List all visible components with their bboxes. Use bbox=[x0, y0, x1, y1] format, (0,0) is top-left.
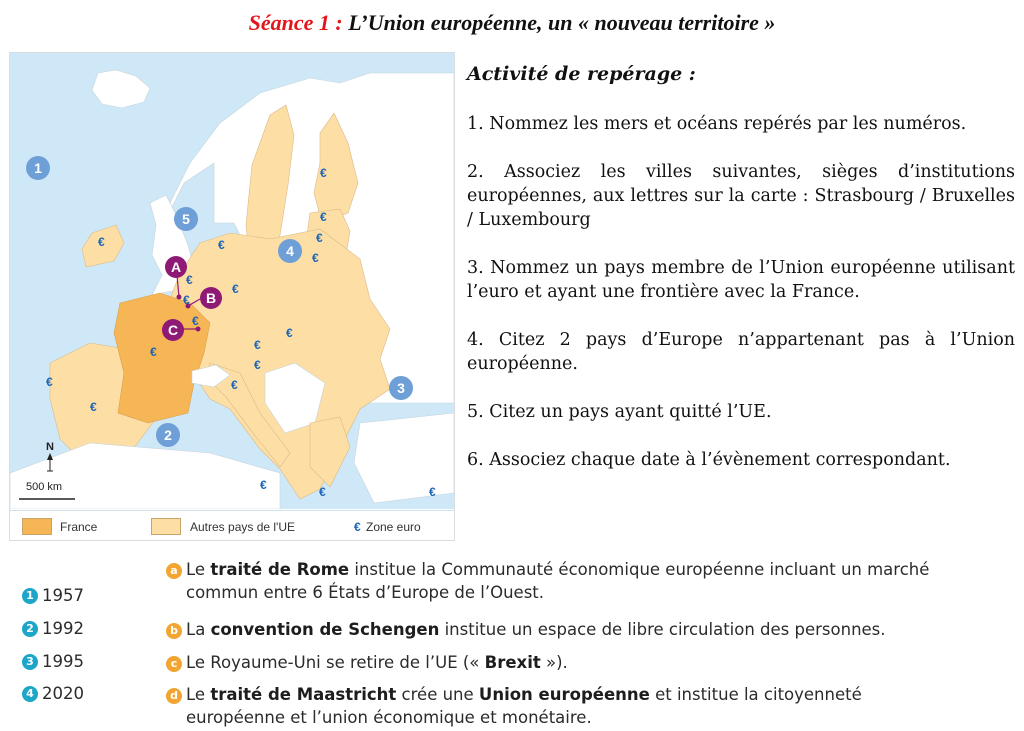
euro-icon: € bbox=[286, 326, 293, 340]
letter-badge: a bbox=[166, 563, 182, 579]
svg-text:2: 2 bbox=[164, 427, 172, 443]
map-canvas bbox=[10, 53, 454, 509]
letter-badge: d bbox=[166, 688, 182, 704]
event-item bbox=[166, 558, 996, 604]
event-text: Le Royaume-Uni se retire de l’UE (« bbox=[186, 653, 485, 672]
euro-icon: € bbox=[46, 375, 53, 389]
session-title: L’Union européenne, un « nouveau territoire » bbox=[342, 10, 776, 35]
turkey bbox=[354, 413, 454, 503]
date-item bbox=[22, 652, 84, 671]
session-label: Séance 1 : bbox=[248, 10, 343, 35]
euro-icon: € bbox=[232, 282, 239, 296]
event-item bbox=[166, 618, 996, 641]
euro-icon: € bbox=[254, 358, 261, 372]
euro-icon: € bbox=[186, 273, 193, 287]
legend-euro-label: Zone euro bbox=[366, 520, 421, 534]
letter-badge: b bbox=[166, 623, 182, 639]
event-text: crée une bbox=[396, 685, 479, 704]
date-year: 1992 bbox=[42, 619, 84, 638]
sea-number-1 bbox=[26, 156, 50, 180]
legend-france-label: France bbox=[60, 520, 98, 534]
activity-panel bbox=[467, 62, 1015, 496]
euro-icon: € bbox=[218, 238, 225, 252]
sea-number-3 bbox=[389, 376, 413, 400]
euro-icon: € bbox=[260, 478, 267, 492]
event-text: La bbox=[186, 620, 211, 639]
date-item bbox=[22, 619, 84, 638]
svg-text:500 km: 500 km bbox=[26, 481, 63, 493]
euro-icon: € bbox=[354, 520, 361, 534]
svg-text:1: 1 bbox=[34, 160, 42, 176]
legend-eu-swatch bbox=[151, 518, 181, 535]
event-text: Le bbox=[186, 685, 211, 704]
question-2: 2. Associez les villes suivantes, sièges d’institutions européennes, aux lettres sur la carte : Strasbourg / Bruxelles / Luxembourg bbox=[467, 162, 1015, 230]
euro-icon: € bbox=[231, 378, 238, 392]
svg-text:3: 3 bbox=[397, 380, 405, 396]
euro-icon: € bbox=[98, 235, 105, 249]
activity-heading: Activité de repérage : bbox=[467, 63, 696, 85]
question-3: 3. Nommez un pays membre de l’Union européenne utilisant l’euro et ayant une frontière avec la France. bbox=[467, 258, 1015, 302]
number-badge: 3 bbox=[22, 654, 38, 670]
euro-icon: € bbox=[319, 485, 326, 499]
date-item bbox=[22, 684, 84, 703]
svg-text:5: 5 bbox=[182, 211, 190, 227]
letter-badge: c bbox=[166, 656, 182, 672]
question-4: 4. Citez 2 pays d’Europe n’appartenant pas à l’Union européenne. bbox=[467, 330, 1015, 374]
number-badge: 4 bbox=[22, 686, 38, 702]
map-legend bbox=[10, 510, 454, 541]
event-keyword: traité de Maastricht bbox=[210, 685, 397, 704]
number-badge: 2 bbox=[22, 621, 38, 637]
event-text: institue la Communauté économique européenne incluant un marché bbox=[349, 560, 930, 579]
event-item bbox=[166, 683, 996, 729]
euro-icon: € bbox=[320, 166, 327, 180]
dates-events-matching bbox=[0, 556, 1024, 731]
question-5: 5. Citez un pays ayant quitté l’UE. bbox=[467, 402, 772, 422]
euro-icon: € bbox=[254, 338, 261, 352]
event-text: institue un espace de libre circulation des personnes. bbox=[439, 620, 886, 639]
euro-icon: € bbox=[90, 400, 97, 414]
page-title bbox=[0, 10, 1024, 36]
euro-icon: € bbox=[429, 485, 436, 499]
legend-eu-label: Autres pays de l'UE bbox=[190, 520, 296, 534]
date-item bbox=[22, 586, 84, 605]
number-badge: 1 bbox=[22, 588, 38, 604]
euro-icon: € bbox=[183, 293, 190, 307]
svg-text:N: N bbox=[46, 441, 54, 453]
event-keyword: Brexit bbox=[484, 653, 541, 672]
sea-number-2 bbox=[156, 423, 180, 447]
svg-text:A: A bbox=[170, 259, 182, 275]
question-6: 6. Associez chaque date à l’évènement correspondant. bbox=[467, 450, 951, 470]
euro-icon: € bbox=[312, 251, 319, 265]
europe-map bbox=[9, 52, 455, 541]
svg-text:B: B bbox=[205, 290, 217, 306]
sea-number-5 bbox=[174, 207, 198, 231]
event-text: Le bbox=[186, 560, 211, 579]
svg-text:C: C bbox=[167, 322, 179, 338]
date-year: 1957 bbox=[42, 586, 84, 605]
event-keyword: traité de Rome bbox=[210, 560, 350, 579]
event-text: »). bbox=[540, 653, 568, 672]
euro-icon: € bbox=[320, 210, 327, 224]
event-item bbox=[166, 651, 996, 674]
question-1: 1. Nommez les mers et océans repérés par les numéros. bbox=[467, 114, 967, 134]
sea-number-4 bbox=[278, 239, 302, 263]
event-text-continued: commun entre 6 États d’Europe de l’Ouest. bbox=[186, 583, 545, 602]
event-text: et institue la citoyenneté bbox=[649, 685, 862, 704]
euro-icon: € bbox=[316, 231, 323, 245]
euro-icon: € bbox=[192, 314, 199, 328]
event-keyword: convention de Schengen bbox=[210, 620, 440, 639]
date-year: 1995 bbox=[42, 652, 84, 671]
date-year: 2020 bbox=[42, 684, 84, 703]
event-text-continued: européenne et l’union économique et monétaire. bbox=[186, 708, 592, 727]
euro-icon: € bbox=[150, 345, 157, 359]
svg-text:4: 4 bbox=[286, 243, 294, 259]
legend-france-swatch bbox=[22, 518, 52, 535]
event-keyword: Union européenne bbox=[478, 685, 650, 704]
